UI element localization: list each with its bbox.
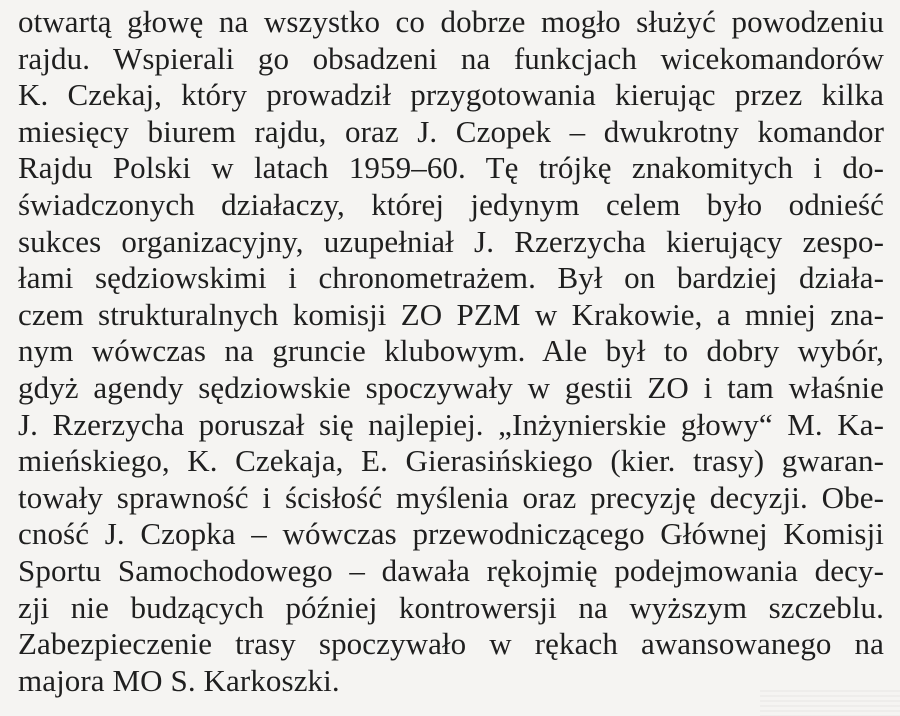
text-line: sukces organizacyjny, uzupełniał J. Rzerzycha kierujący zespo-	[18, 223, 884, 259]
text-line: czem strukturalnych komisji ZO PZM w Krakowie, a mniej zna-	[18, 296, 884, 332]
text-line: mieńskiego, K. Czekaja, E. Gierasińskiego (kier. trasy) gwaran-	[18, 443, 884, 479]
text-line: gdyż agendy sędziowskie spoczywały w gestii ZO i tam właśnie	[18, 369, 884, 405]
text-line: cność J. Czopka – wówczas przewodniczącego Głównej Komisji	[18, 516, 884, 552]
text-line: świadczonych działaczy, której jedynym celem było odnieść	[18, 186, 884, 222]
text-line: K. Czekaj, który prowadził przygotowania kierując przez kilka	[18, 77, 884, 113]
text-line: łami sędziowskimi i chronometrażem. Był on bardziej działa-	[18, 260, 884, 296]
text-line-last: majora MO S. Karkoszki.	[18, 662, 340, 698]
text-line: Zabezpieczenie trasy spoczywało w rękach awansowanego na	[18, 626, 884, 662]
reverse-side-bleed	[760, 690, 900, 716]
text-line: rajdu. Wspierali go obsadzeni na funkcjach wicekomandorów	[18, 40, 884, 76]
text-line: miesięcy biurem rajdu, oraz J. Czopek – dwukrotny komandor	[18, 113, 884, 149]
text-line: nym wówczas na gruncie klubowym. Ale był to dobry wybór,	[18, 333, 884, 369]
body-paragraph	[18, 4, 884, 699]
text-line: J. Rzerzycha poruszał się najlepiej. „Inżynierskie głowy“ M. Ka-	[18, 406, 884, 442]
text-line: towały sprawność i ścisłość myślenia oraz precyzję decyzji. Obe-	[18, 479, 884, 515]
text-line: zji nie budzących później kontrowersji na wyższym szczeblu.	[18, 589, 884, 625]
text-line: otwartą głowę na wszystko co dobrze mogło służyć powodzeniu	[18, 4, 884, 39]
text-line: Rajdu Polski w latach 1959–60. Tę trójkę znakomitych i do-	[18, 150, 884, 186]
text-line: Sportu Samochodowego – dawała rękojmię podejmowania decy-	[18, 552, 884, 588]
